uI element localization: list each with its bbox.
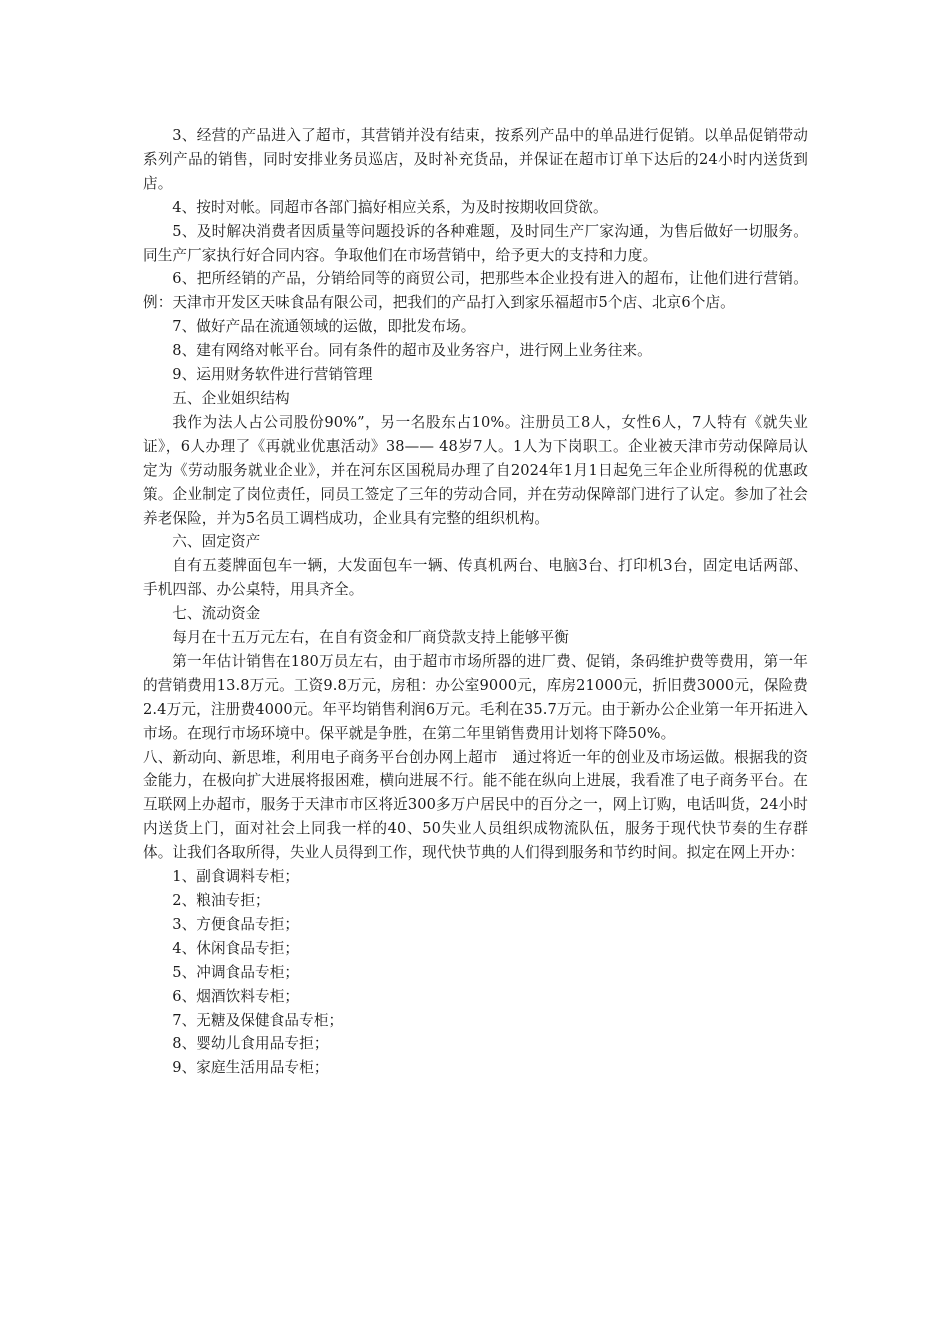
paragraph: 5、冲调食品专柜； — [172, 963, 300, 981]
paragraph: 3、经营的产品进入了超市，其营销并没有结束，按系列产品中的单品进行促销。以单品促销带动系列产品的销售，同时安排业务员巡店，及时补充货品，并保证在超市订单下达后的24小时内送货到店。 — [143, 127, 808, 192]
paragraph: 自有五菱牌面包车一辆，大发面包车一辆、传真机两台、电脑3台、打印机3台，固定电话两部、手机四部、办公桌特，用具齐全。 — [143, 557, 808, 599]
paragraph: 7、做好产品在流通领域的运做，即批发布场。 — [172, 318, 476, 336]
paragraph: 每月在十五万元左右，在自有资金和厂商贷款支持上能够平衡 — [172, 629, 569, 647]
paragraph: 五、企业姐织结构 — [172, 389, 290, 407]
paragraph: 9、运用财务软件进行营销管理 — [172, 366, 373, 384]
paragraph: 六、固定资产 — [172, 533, 261, 551]
paragraph: 9、家庭生活用品专柜； — [172, 1059, 329, 1077]
paragraph: 6、把所经销的产品，分销给同等的商贸公司，把那些本企业投有进入的超布，让他们进行营销。例：天津市开发区天味食品有限公司，把我们的产品打入到家乐福超市5个店、北京6个店。 — [143, 270, 808, 312]
paragraph: 3、方便食品专拒； — [172, 915, 300, 933]
paragraph: 八、新动向、新思堆，利用电子商务平台创办网上超市 通过将近一年的创业及市场运做。根据我的资金能力，在极向扩大进展将报困难，横向进展不行。能不能在纵向上进展，我看准了电子商务平台。在互联网上办超市，服务于天津市市区将近300多万户居民中的百分之一，网上订购，电话叫货，24小时内送货上门，面对社会上同我一样的40、50失业人员组织成物流队伍，服务于现代快节奏的生存群体。让我们各取所得，失业人员得到工作，现代快节典的人们得到服务和节约时间。拟定在网上开办： — [143, 748, 808, 862]
paragraph: 2、粮油专拒； — [172, 892, 270, 909]
document-body — [143, 124, 808, 1080]
paragraph: 第一年估计销售在180万员左右，由于超市市场所器的进厂费、促销，条码维护费等费用，第一年的营销费用13.8万元。工资9.8万元，房租：办公室9000元，库房21000元，折旧费3000元，保险费2.4万元，注册费4000元。年平均销售利润6万元。毛利在35.7万元。由于新办公企业第一年开拓进入市场。在现行市场环境中。保平就是争胜，在第二年里销售费用计划将下降50%。 — [143, 652, 808, 742]
paragraph: 5、及时解决消费者因质量等问题投诉的各种难题，及时同生产厂家沟通，为售后做好一切服务。同生产厂家执行好合同内容。争取他们在市场营销中，给予更大的支持和力度。 — [143, 222, 808, 264]
paragraph: 七、流动资金 — [172, 605, 261, 623]
paragraph: 8、婴幼儿食用品专拒； — [172, 1035, 329, 1053]
paragraph: 4、按时对帐。同超市各部门搞好相应关系，为及时按期收回贷欲。 — [172, 198, 608, 216]
paragraph: 我作为法人占公司股份90%”，另一名股东占10%。注册员工8人，女性6人，7人特有《就失业证》，6人办理了《再就业优惠活动》38—— 48岁7人。1人为下岗职工。企业被天津市劳动保障局认定为《劳动服务就业企业》，并在河东区国税局办理了自2024年1月1日起免三年企业所得税的优惠政策。企业制定了岗位责任，同员工签定了三年的劳动合同，并在劳动保障部门进行了认定。参加了社会养老保险，并为5名员工调档成功，企业具有完整的组织机构。 — [143, 413, 808, 527]
paragraph: 1、副食调料专柜； — [172, 868, 300, 886]
paragraph: 6、烟酒饮料专柜； — [172, 987, 300, 1005]
paragraph: 7、无糖及保健食品专柜； — [172, 1011, 344, 1029]
paragraph: 4、休闲食品专拒； — [172, 939, 300, 957]
paragraph: 8、建有网络对帐平台。同有条件的超市及业务容户，进行网上业务往来。 — [172, 342, 652, 360]
